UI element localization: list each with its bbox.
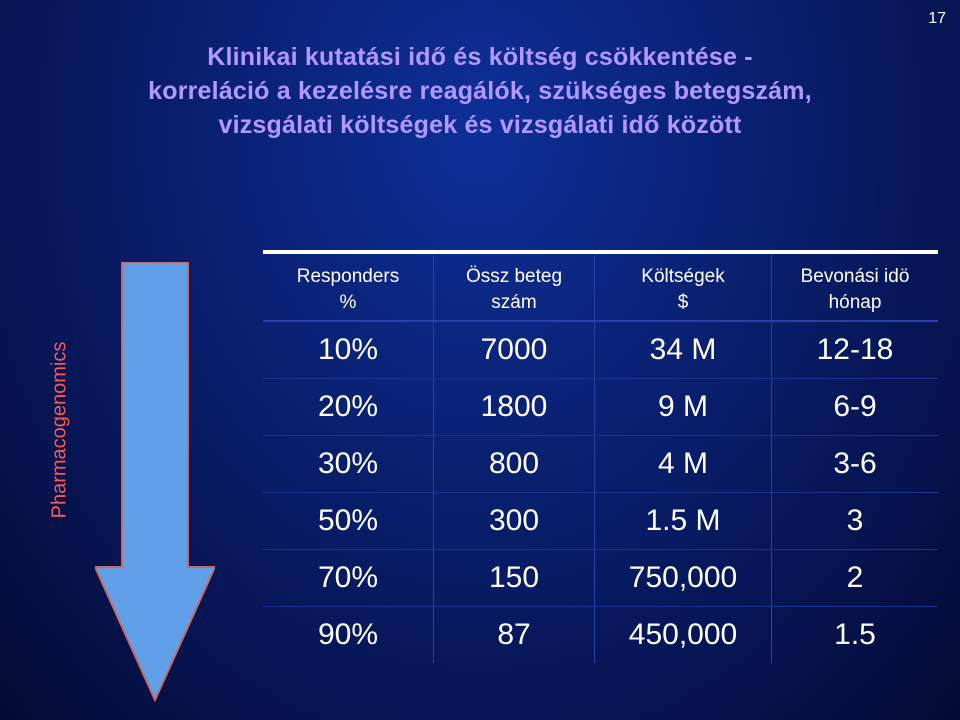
data-table bbox=[263, 250, 938, 663]
cell-months: 3-6 bbox=[772, 436, 939, 493]
cell-months: 1.5 bbox=[772, 607, 939, 664]
cell-patients: 7000 bbox=[434, 321, 595, 379]
cell-months: 2 bbox=[772, 550, 939, 607]
table-row bbox=[263, 321, 938, 379]
cell-responders: 10% bbox=[263, 321, 434, 379]
title-line-1: Klinikai kutatási idő és költség csökkentése - bbox=[207, 43, 753, 71]
slide-title bbox=[40, 40, 920, 142]
cell-months: 6-9 bbox=[772, 379, 939, 436]
cell-months: 3 bbox=[772, 493, 939, 550]
title-line-2: korreláció a kezelésre reagálók, szükséges betegszám, bbox=[148, 77, 812, 105]
cell-responders: 70% bbox=[263, 550, 434, 607]
cell-months: 12-18 bbox=[772, 321, 939, 379]
cell-patients: 87 bbox=[434, 607, 595, 664]
cell-responders: 90% bbox=[317, 618, 379, 651]
cell-patients: 1800 bbox=[434, 379, 595, 436]
table-row bbox=[263, 436, 938, 493]
cell-costs: 1.5 M bbox=[595, 493, 772, 550]
cell-costs: 9 M bbox=[595, 379, 772, 436]
header-costs: Költségek $ bbox=[595, 252, 772, 321]
cell-patients: 300 bbox=[434, 493, 595, 550]
cell-costs: 34 M bbox=[595, 321, 772, 379]
cell-costs: 4 M bbox=[595, 436, 772, 493]
cell-patients: 800 bbox=[434, 436, 595, 493]
header-enrollment-time: Bevonási idö hónap bbox=[772, 252, 939, 321]
down-arrow-icon bbox=[95, 262, 215, 702]
header-responders: Responders % bbox=[263, 252, 434, 321]
table-header-row bbox=[263, 252, 938, 321]
table-row bbox=[263, 379, 938, 436]
header-patients: Össz beteg szám bbox=[434, 252, 595, 321]
pharmacogenomics-label: Pharmacogenomics bbox=[48, 341, 71, 519]
table-row bbox=[263, 550, 938, 607]
table-row bbox=[263, 607, 938, 664]
cell-responders: 20% bbox=[263, 379, 434, 436]
down-arrow bbox=[95, 262, 215, 702]
cell-costs: 450,000 bbox=[595, 607, 772, 664]
page-number: 17 bbox=[928, 10, 946, 27]
cell-patients: 150 bbox=[434, 550, 595, 607]
title-line-3: vizsgálati költségek és vizsgálati idő között bbox=[218, 111, 742, 139]
cell-costs: 750,000 bbox=[595, 550, 772, 607]
cell-responders: 30% bbox=[263, 436, 434, 493]
cell-responders: 50% bbox=[263, 493, 434, 550]
table-row bbox=[263, 493, 938, 550]
